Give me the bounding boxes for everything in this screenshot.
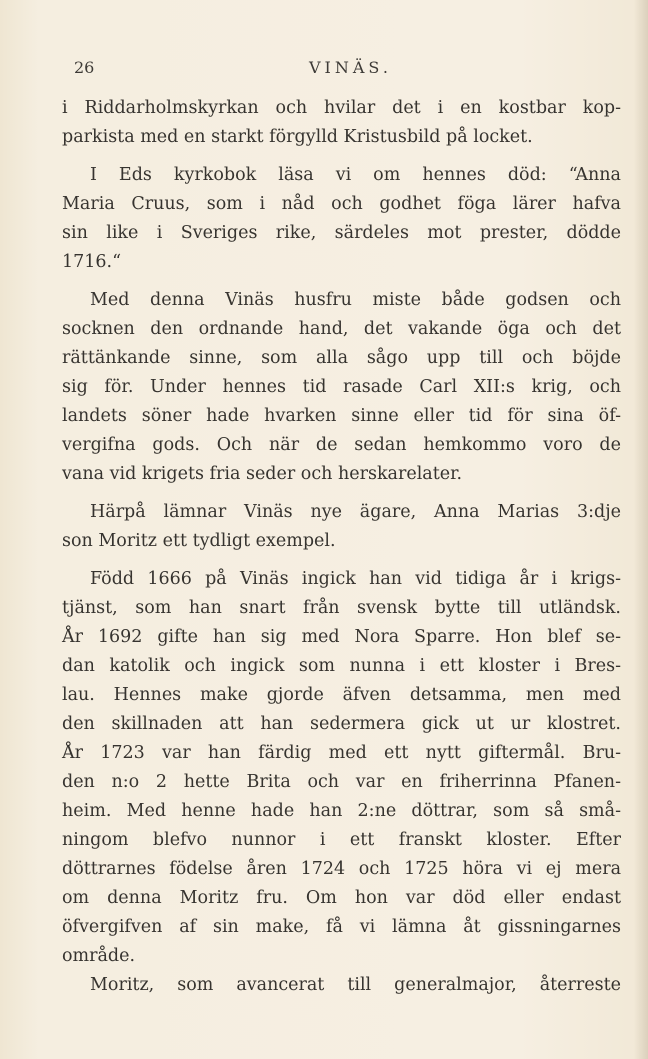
paragraph — [62, 161, 621, 277]
text-line: rättänkande sinne, som alla sågo upp till och böjde — [62, 348, 621, 368]
text-line: År 1723 var han färdig med ett nytt giftermål. Bru- — [62, 743, 621, 763]
page-number: 26 — [74, 58, 95, 77]
text-line: om denna Moritz fru. Om hon var död eller endast — [62, 888, 621, 908]
text-line: Med denna Vinäs husfru miste både godsen och — [90, 290, 621, 310]
text-line: Maria Cruus, som i nåd och godhet föga lärer hafva — [62, 194, 621, 214]
text-line: område. — [62, 946, 136, 966]
text-line: lau. Hennes make gjorde äfven detsamma, men med — [62, 685, 621, 705]
text-line: öfvergifven af sin make, få vi lämna åt gissningarnes — [62, 917, 621, 937]
text-line: den skillnaden att han sedermera gick ut ur klostret. — [62, 714, 621, 734]
text-line: Härpå lämnar Vinäs nye ägare, Anna Marias 3:dje — [90, 502, 621, 522]
text-line: År 1692 gifte han sig med Nora Sparre. Hon blef se- — [62, 627, 621, 647]
text-line: landets söner hade hvarken sinne eller tid för sina öf- — [62, 406, 621, 426]
text-line: döttrarnes födelse åren 1724 och 1725 höra vi ej mera — [62, 859, 621, 879]
text-line: parkista med en starkt förgylld Kristusbild på locket. — [62, 127, 533, 147]
text-line: tjänst, som han snart från svensk bytte till utländsk. — [62, 598, 621, 618]
page-header — [74, 58, 574, 82]
running-title: VINÄS. — [309, 58, 392, 77]
text-line: dan katolik och ingick som nunna i ett kloster i Bres- — [62, 656, 621, 676]
paragraph — [62, 94, 621, 152]
page-gutter-shadow — [634, 0, 648, 1059]
text-line: den n:o 2 hette Brita och var en friherrinna Pfanen- — [62, 772, 621, 792]
text-line: socknen den ordnande hand, det vakande öga och det — [62, 319, 621, 339]
text-line: son Moritz ett tydligt exempel. — [62, 531, 336, 551]
text-line: Född 1666 på Vinäs ingick han vid tidiga år i krigs- — [90, 569, 621, 589]
text-line: i Riddarholmskyrkan och hvilar det i en kostbar kop- — [62, 98, 621, 118]
paragraph — [62, 498, 621, 556]
body-text — [62, 94, 621, 1000]
text-line: heim. Med henne hade han 2:ne döttrar, som så små- — [62, 801, 621, 821]
text-line: sig för. Under hennes tid rasade Carl XII:s krig, och — [62, 377, 621, 397]
text-line: 1716.“ — [62, 252, 122, 272]
text-line: I Eds kyrkobok läsa vi om hennes död: “Anna — [90, 165, 621, 185]
text-line: ningom blefvo nunnor i ett franskt kloster. Efter — [62, 830, 621, 850]
paragraph — [62, 286, 621, 489]
text-line: vergifna gods. Och när de sedan hemkommo voro de — [62, 435, 621, 455]
text-line: vana vid krigets fria seder och herskarelater. — [62, 464, 463, 484]
text-line: Moritz, som avancerat till generalmajor, återreste — [90, 975, 621, 995]
paragraph — [62, 971, 621, 1000]
text-line: sin like i Sveriges rike, särdeles mot prester, dödde — [62, 223, 621, 243]
paragraph — [62, 565, 621, 971]
